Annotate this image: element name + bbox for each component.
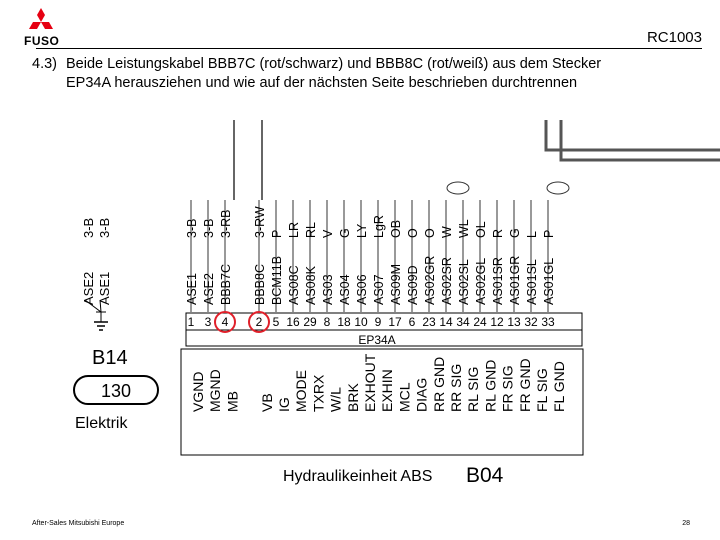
ecu-pin-label: MCL [396, 382, 413, 412]
elektrik-label: Elektrik [75, 415, 128, 432]
ecu-pin-label: EXHIN [379, 369, 396, 412]
wire-code: RL [304, 222, 318, 238]
wire-name: AS01GR [508, 255, 522, 305]
pin-number: 29 [303, 315, 317, 329]
wire-name: AS02SL [457, 259, 471, 305]
ecu-pin-label: RL SIG [465, 366, 482, 412]
wire-name: AS01SL [525, 259, 539, 305]
wire-name: AS02GL [474, 257, 488, 305]
ecu-pin-label: RL GND [482, 359, 499, 412]
pin-number: 13 [507, 315, 521, 329]
ecu-pin-label: FR GND [516, 358, 533, 412]
ecu-pin-label: MB [224, 391, 241, 412]
wire-code: 3-B [185, 218, 199, 238]
wire-code: LY [355, 223, 369, 238]
wire-name: ASE1 [185, 273, 199, 305]
wire-code: WL [457, 219, 471, 238]
wire-name: AS06 [355, 274, 369, 305]
wire-name: AS08K [304, 266, 318, 305]
wire-code: 3-B [202, 218, 216, 238]
wire-code: P [542, 229, 556, 238]
abs-unit-code: B04 [466, 464, 504, 487]
wire-code: O [423, 228, 437, 238]
abs-unit-label: Hydraulikeinheit ABS [283, 468, 433, 485]
wire-name: AS04 [338, 274, 352, 305]
wire-code: 3-RB [219, 209, 233, 238]
ecu-pin-label: DIAG [413, 377, 430, 412]
wire-code: OB [389, 219, 403, 238]
left-wire-name: ASE1 [97, 271, 112, 305]
pin-number: 34 [456, 315, 470, 329]
ecu-pin-label: MODE [293, 370, 310, 412]
pin-number: 5 [272, 315, 280, 329]
wire-code: LR [287, 222, 301, 238]
pin-number: 1 [187, 315, 195, 329]
left-wire-code: 3-B [97, 217, 112, 238]
wire-code: G [338, 228, 352, 238]
wire-name: BBB8C [253, 264, 267, 305]
box-130-label: 130 [100, 381, 132, 401]
wire-name: BBB7C [219, 264, 233, 305]
footer-company: After-Sales Mitsubishi Europe [32, 520, 125, 527]
ground-connector-label: B14 [92, 347, 128, 369]
pin-number: 33 [541, 315, 555, 329]
wire-code: R [491, 228, 505, 238]
wire-code: G [508, 228, 522, 238]
pin-number: 4 [221, 315, 229, 329]
ecu-pin-label: VGND [190, 371, 206, 412]
wire-name: AS09D [406, 265, 420, 305]
pin-number: 3 [204, 315, 212, 329]
pin-number: 32 [524, 315, 538, 329]
ecu-pin-label: EXHOUT [362, 353, 378, 412]
wire-name: AS01GL [542, 257, 556, 305]
pin-number: 8 [323, 315, 331, 329]
ecu-pin-label: VB [258, 393, 275, 412]
wire-name: AS08C [287, 265, 301, 305]
wire-name: AS03 [321, 274, 335, 305]
left-wire-code: 3-B [81, 217, 96, 238]
pin-number: 24 [473, 315, 487, 329]
ecu-pin-label: MGND [207, 369, 224, 412]
ecu-pin-label: FR SIG [499, 365, 516, 412]
wire-name: AS07 [372, 274, 386, 305]
pin-number: 17 [388, 315, 402, 329]
wire-name: ASE2 [202, 273, 216, 305]
pin-number: 16 [286, 315, 300, 329]
wire-code: OL [474, 221, 488, 238]
brand-name: FUSO [24, 34, 60, 48]
connector-name-label: EP34A [358, 333, 396, 347]
wire-name: AS02GR [423, 255, 437, 305]
wire-code: V [321, 229, 335, 238]
step-line-2: EP34A herausziehen und wie auf der nächsten Seite beschrieben durchtrennen [66, 75, 578, 91]
left-wire-name: ASE2 [81, 271, 96, 305]
pin-number: 9 [374, 315, 382, 329]
pin-number: 12 [490, 315, 504, 329]
ecu-pin-label: FL GND [551, 361, 568, 412]
wire-name: AS09M [389, 264, 403, 305]
ecu-pin-label: RR SIG [448, 363, 464, 412]
step-line-1: Beide Leistungskabel BBB7C (rot/schwarz) und BBB8C (rot/weiß) aus dem Stecker [66, 56, 602, 72]
wire-name: AS01SR [491, 257, 505, 305]
wire-code: L [525, 231, 539, 238]
wire-code: 3-RW [253, 206, 267, 238]
pin-number: 23 [422, 315, 436, 329]
pin-number: 14 [439, 315, 453, 329]
pin-number: 18 [337, 315, 351, 329]
ecu-pin-label: TXRX [310, 374, 327, 412]
ecu-pin-label: FL SIG [534, 368, 550, 412]
wire-code: P [270, 229, 284, 238]
pin-number: 10 [354, 315, 368, 329]
wire-name: BCM11B [270, 255, 284, 305]
pin-number: 6 [408, 315, 416, 329]
wire-code: LgR [372, 215, 386, 238]
page-number: 28 [682, 520, 690, 527]
ecu-pin-label: IG [276, 397, 292, 412]
document-code: RC1003 [646, 29, 702, 46]
step-number: 4.3) [32, 56, 57, 72]
ecu-pin-label: RR GND [430, 356, 447, 412]
ecu-pin-label: W/L [327, 387, 344, 412]
pin-number: 2 [255, 315, 263, 329]
wire-code: W [440, 226, 454, 238]
ecu-pin-label: BRK [344, 383, 361, 412]
wire-name: AS02SR [440, 257, 454, 305]
wire-code: O [406, 228, 420, 238]
